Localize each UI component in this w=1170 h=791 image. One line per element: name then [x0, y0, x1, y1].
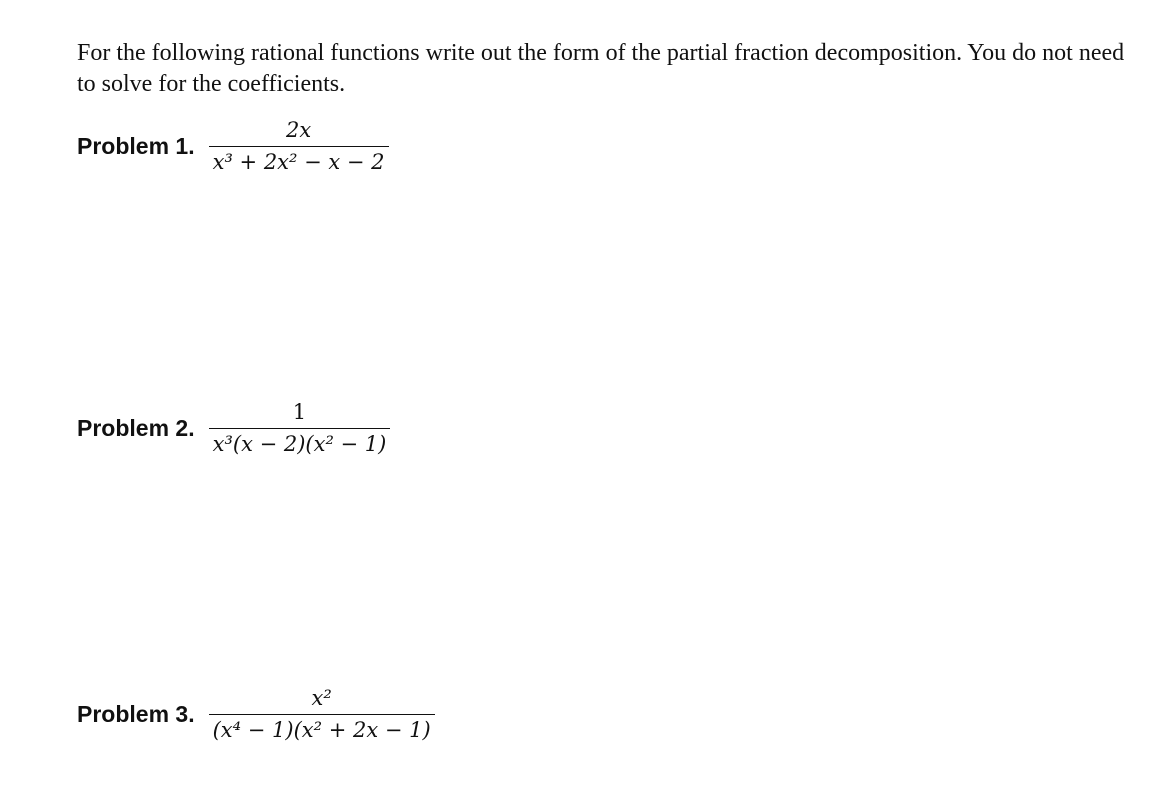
- problem-1-numerator: 2x: [285, 118, 312, 142]
- problem-2-fraction: [209, 402, 391, 455]
- problem-3: [77, 688, 435, 741]
- problem-3-numerator: x²: [311, 686, 332, 710]
- problem-3-label: Problem 3.: [77, 701, 195, 727]
- problem-1-denominator: x³ + 2x² − x − 2: [209, 146, 389, 173]
- problem-2: [77, 402, 390, 455]
- problem-3-fraction: [209, 688, 435, 741]
- instructions-text: For the following rational functions write out the form of the partial fraction decomposition. You do not need to solve for the coefficients.: [77, 40, 1125, 97]
- problem-1-fraction: [209, 120, 389, 173]
- problem-1: [77, 120, 389, 173]
- problem-3-denominator: (x⁴ − 1)(x² + 2x − 1): [209, 714, 435, 741]
- problem-1-label: Problem 1.: [77, 133, 195, 159]
- problem-2-label: Problem 2.: [77, 415, 195, 441]
- problem-2-denominator: x³(x − 2)(x² − 1): [209, 428, 391, 455]
- problem-2-numerator: 1: [292, 400, 307, 424]
